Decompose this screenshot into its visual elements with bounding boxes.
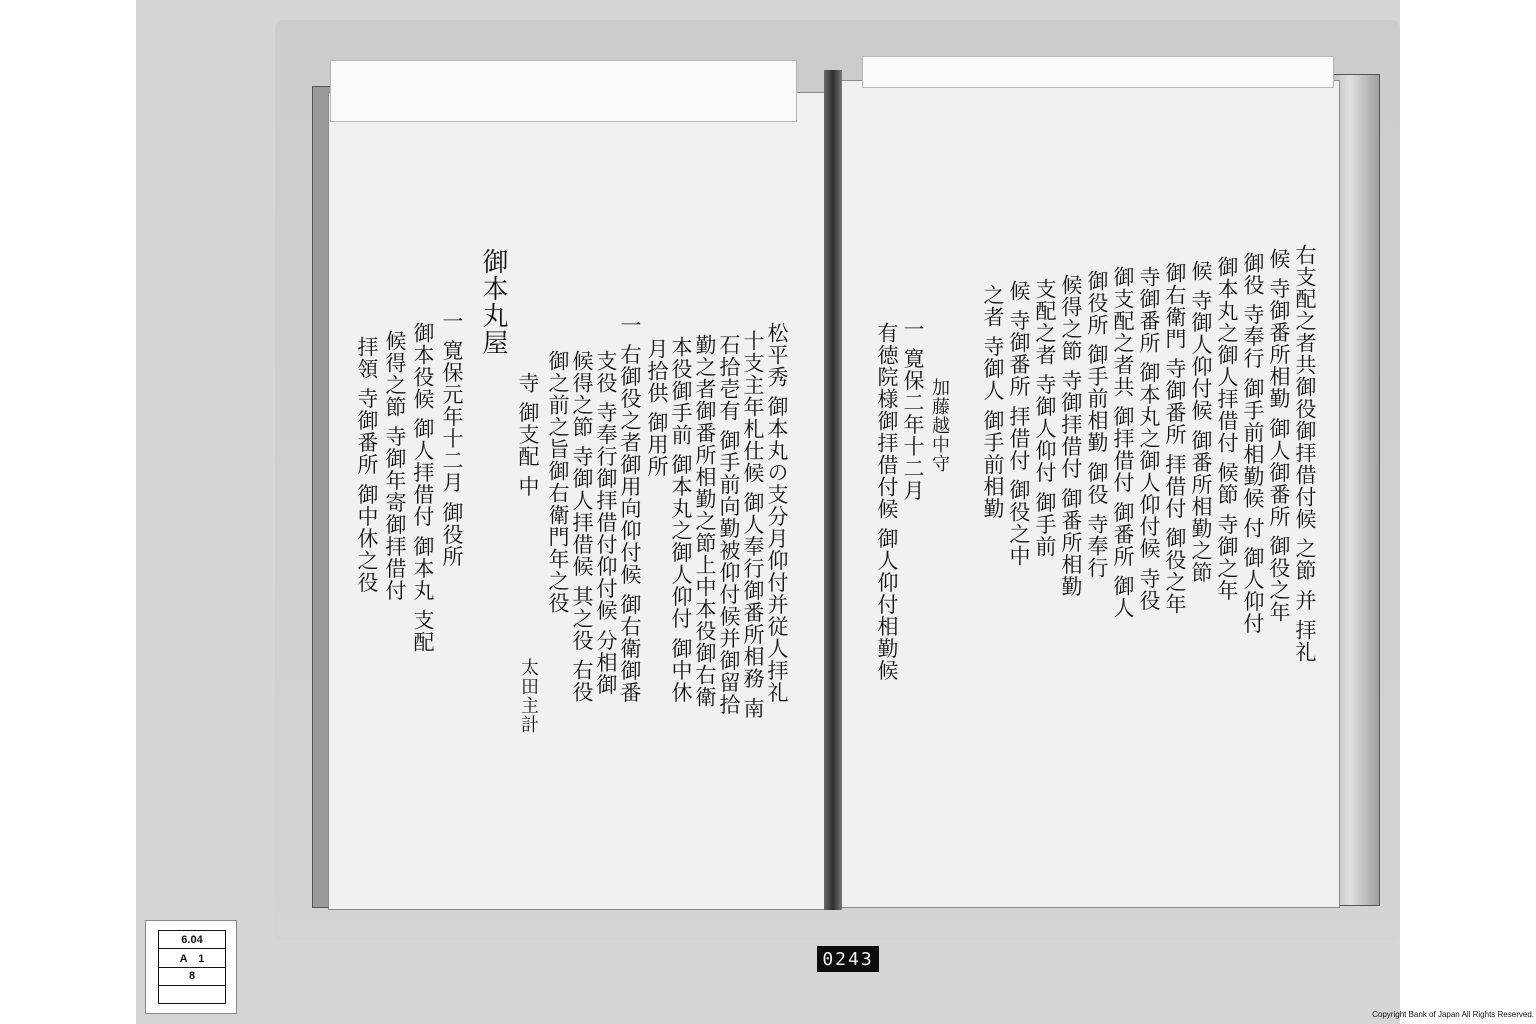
left-page-line: 一 寛保元年十二月 御役所: [440, 310, 464, 568]
catalog-tag: [145, 920, 237, 1014]
left-page-line: 勤之者御番所相勤之節上中本役御右衛: [693, 334, 717, 708]
right-page-line: 候 寺御番所 拝借付 御役之中: [1007, 280, 1031, 568]
left-page-line: 十支主年札仕候 御人奉行御番所相務 南: [741, 330, 765, 720]
right-page-line: 御本丸之御人拝借付 候節 寺御之年: [1215, 256, 1239, 602]
left-page-line: 支役 寺奉行御拝借付仰付候 分相御: [594, 350, 618, 696]
left-page-signature: 太田主計: [518, 658, 539, 734]
right-page-line: 御役所 御手前相勤 御役 寺奉行: [1085, 270, 1109, 580]
right-page-signature: 加藤越中守: [929, 378, 950, 473]
left-page-line: 寺 御支配 中: [516, 372, 540, 498]
left-page-line: 松平秀 御本丸の支分月仰付并従人拝礼: [765, 322, 789, 704]
catalog-grid: [158, 930, 226, 1004]
left-page-heading: 御本丸屋: [478, 248, 508, 356]
catalog-empty-cell: [159, 986, 225, 1003]
right-page-line: 右支配之者共御役御拝借付候 之節 并 拝礼: [1293, 244, 1317, 664]
right-page-line: 御支配之者共 御拝借付 御番所 御人: [1111, 266, 1135, 620]
right-page-line: 支配之者 寺御人仰付 御手前: [1033, 278, 1057, 558]
frame-number: 0243: [817, 946, 879, 972]
right-page-line: 寺御番所 御本丸之御人仰付候 寺役: [1137, 266, 1161, 612]
left-page-line: 本役御手前 御本丸之御人仰付 御中休: [669, 336, 693, 704]
right-page-entry-date: 一 寛保二年十二月: [901, 318, 925, 502]
left-page-line: 候得之節 寺御年寄御拝借付: [383, 330, 407, 602]
catalog-series: A 1: [159, 949, 225, 967]
right-page-line: 候 寺御人仰付候 御番所相勤之節: [1189, 260, 1213, 584]
paper-slip-right: [862, 56, 1334, 88]
left-page-line: 御之前之旨御右衛門年之役: [546, 350, 570, 614]
left-page-line: 拝領 寺御番所 御中休之役: [355, 336, 379, 594]
left-page-line: 一 右御役之者御用向仰付候 御右衛御番: [618, 314, 642, 704]
catalog-volume: 8: [159, 968, 225, 986]
right-page-line: 候 寺御番所相勤 御人御番所 御役之年: [1267, 248, 1291, 624]
left-page-line: 候得之節 寺御人拝借候 其之役 右役: [570, 350, 594, 704]
left-page-line: 月拾供 御用所: [645, 338, 669, 478]
right-page-line: 御役 寺奉行 御手前相勤候 付 御人仰付: [1241, 252, 1265, 635]
copyright-notice: Copyright Bank of Japan All Rights Reserved.: [1372, 1010, 1534, 1019]
catalog-code: 6.04: [159, 931, 225, 949]
book-spine: [824, 70, 842, 910]
left-page-line: 石拾壱有 御手前向勤被仰付候并御留拾: [717, 334, 741, 716]
right-page-line: 候得之節 寺御拝借付 御番所相勤: [1059, 274, 1083, 598]
right-page-entry-line: 有徳院様御拝借付候 御人仰付相勤候: [875, 322, 899, 682]
right-page-line: 御右衛門 寺御番所 拝借付 御役之年: [1163, 262, 1187, 616]
left-page-line: 御本役候 御人拝借付 御本丸 支配: [411, 322, 435, 654]
paper-slip-left: [330, 60, 797, 122]
right-page-line: 之者 寺御人 御手前相勤: [981, 284, 1005, 520]
